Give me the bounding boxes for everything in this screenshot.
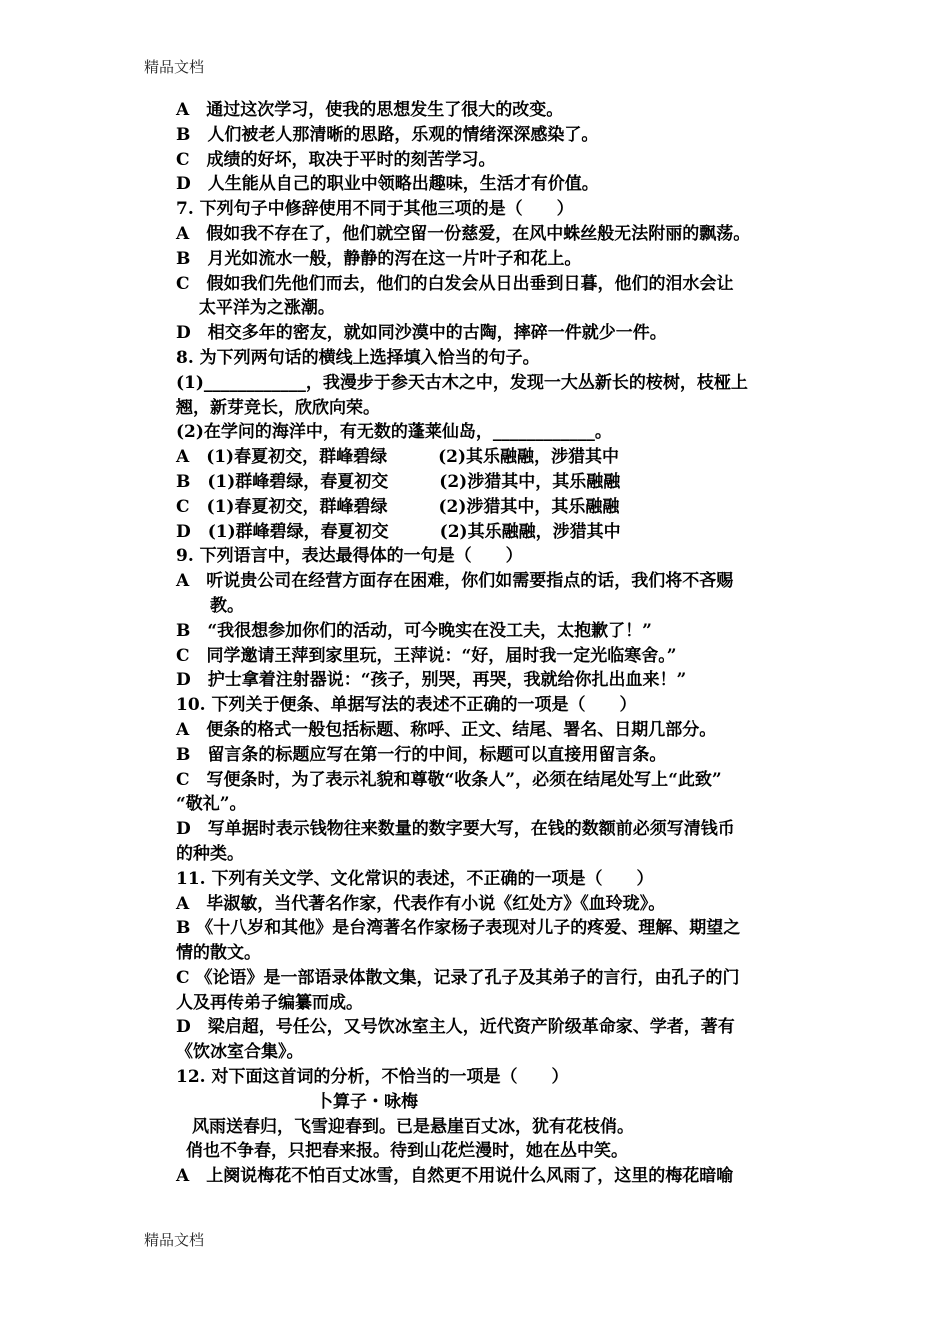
page-footer: 精品文档 [144,1231,205,1249]
option-line: D (1)群峰碧绿，春夏初交 (2)其乐融融，涉猎其中 [176,521,621,542]
document-body [176,98,826,1189]
continuation-line: “敬礼”。 [176,794,247,815]
continuation-line: 的种类。 [176,843,244,864]
option-line: A 通过这次学习，使我的思想发生了很大的改变。 [176,100,564,120]
option-line: D 护士拿着注射器说：“孩子，别哭，再哭，我就给你扎出血来！” [176,670,687,691]
blank-sentence-1: (1)____________，我漫步于参天古木之中，发现一大丛新长的桉树，枝桠上 [176,372,748,393]
continuation-line: 情的散文。 [176,943,261,964]
option-line: D 人生能从自己的职业中领略出趣味，生活才有价值。 [176,174,599,195]
option-line: A (1)春夏初交，群峰碧绿 (2)其乐融融，涉猎其中 [176,447,620,468]
option-line: C 写便条时，为了表示礼貌和尊敬“收条人”，必须在结尾处写上“此致” [176,769,722,790]
option-line: B (1)群峰碧绿，春夏初交 (2)涉猎其中，其乐融融 [176,471,621,492]
option-line: C 成绩的好坏，取决于平时的刻苦学习。 [176,149,496,170]
continuation-line: 翘，新芽竞长，欣欣向荣。 [176,397,380,418]
option-line: D 相交多年的密友，就如同沙漠中的古陶，摔碎一件就少一件。 [176,323,667,344]
option-line: A 毕淑敏，当代著名作家，代表作有小说《红处方》《血玲珑》。 [176,893,666,914]
option-line: C 《论语》是一部语录体散文集，记录了孔子及其弟子的言行，由孔子的门 [176,967,740,988]
option-line: D 梁启超，号任公，又号饮冰室主人，近代资产阶级革命家、学者，著有 [176,1017,735,1038]
question-8: 8. 为下列两句话的横线上选择填入恰当的句子。 [176,347,540,368]
continuation-line: 人及再传弟子编纂而成。 [176,992,363,1013]
option-line: C 假如我们先他们而去，他们的白发会从日出垂到日暮，他们的泪水会让 [176,273,734,294]
continuation-line: 教。 [176,595,244,616]
option-line: D 写单据时表示钱物往来数量的数字要大写，在钱的数额前必须写清钱币 [176,819,735,840]
question-7: 7. 下列句子中修辞使用不同于其他三项的是（ ） [176,199,574,220]
question-12: 12. 对下面这首词的分析，不恰当的一项是（ ） [176,1067,569,1088]
question-11: 11. 下列有关文学、文化常识的表述，不正确的一项是（ ） [176,868,654,889]
poem-title: 卜算子・咏梅 [316,1091,418,1112]
page-header: 精品文档 [144,58,205,76]
question-9: 9. 下列语言中，表达最得体的一句是（ ） [176,546,523,567]
option-line: B “我很想参加你们的活动，可今晚实在没工夫，太抱歉了！” [176,620,652,641]
option-line: B 留言条的标题应写在第一行的中间，标题可以直接用留言条。 [176,744,667,765]
blank-sentence-2: (2)在学问的海洋中，有无数的蓬莱仙岛，____________。 [176,422,612,443]
continuation-line: 《饮冰室合集》。 [176,1042,304,1063]
question-10: 10. 下列关于便条、单据写法的表述不正确的一项是（ ） [176,695,637,716]
option-line: C 同学邀请王萍到家里玩，王萍说：“好，届时我一定光临寒舍。” [176,645,677,666]
option-line: A 听说贵公司在经营方面存在困难，你们如需要指点的话，我们将不吝赐 [176,571,734,592]
option-line: A 假如我不存在了，他们就空留一份慈爱，在风中蛛丝般无法附丽的飘荡。 [176,223,751,244]
option-line: B 月光如流水一般，静静的泻在这一片叶子和花上。 [176,248,582,269]
option-line: C (1)春夏初交，群峰碧绿 (2)涉猎其中，其乐融融 [176,496,620,517]
option-line: B 《十八岁和其他》是台湾著名作家杨子表现对儿子的疼爱、理解、期望之 [176,918,741,939]
poem-line: 风雨送春归，飞雪迎春到。已是悬崖百丈冰，犹有花枝俏。 [192,1116,634,1137]
continuation-line: 太平洋为之涨潮。 [176,298,335,319]
option-line: B 人们被老人那清晰的思路，乐观的情绪深深感染了。 [176,124,599,145]
poem-line: 俏也不争春，只把春来报。待到山花烂漫时，她在丛中笑。 [186,1141,628,1162]
option-line: A 上阕说梅花不怕百丈冰雪，自然更不用说什么风雨了，这里的梅花暗喻 [176,1166,734,1187]
option-line: A 便条的格式一般包括标题、称呼、正文、结尾、署名、日期几部分。 [176,719,717,740]
